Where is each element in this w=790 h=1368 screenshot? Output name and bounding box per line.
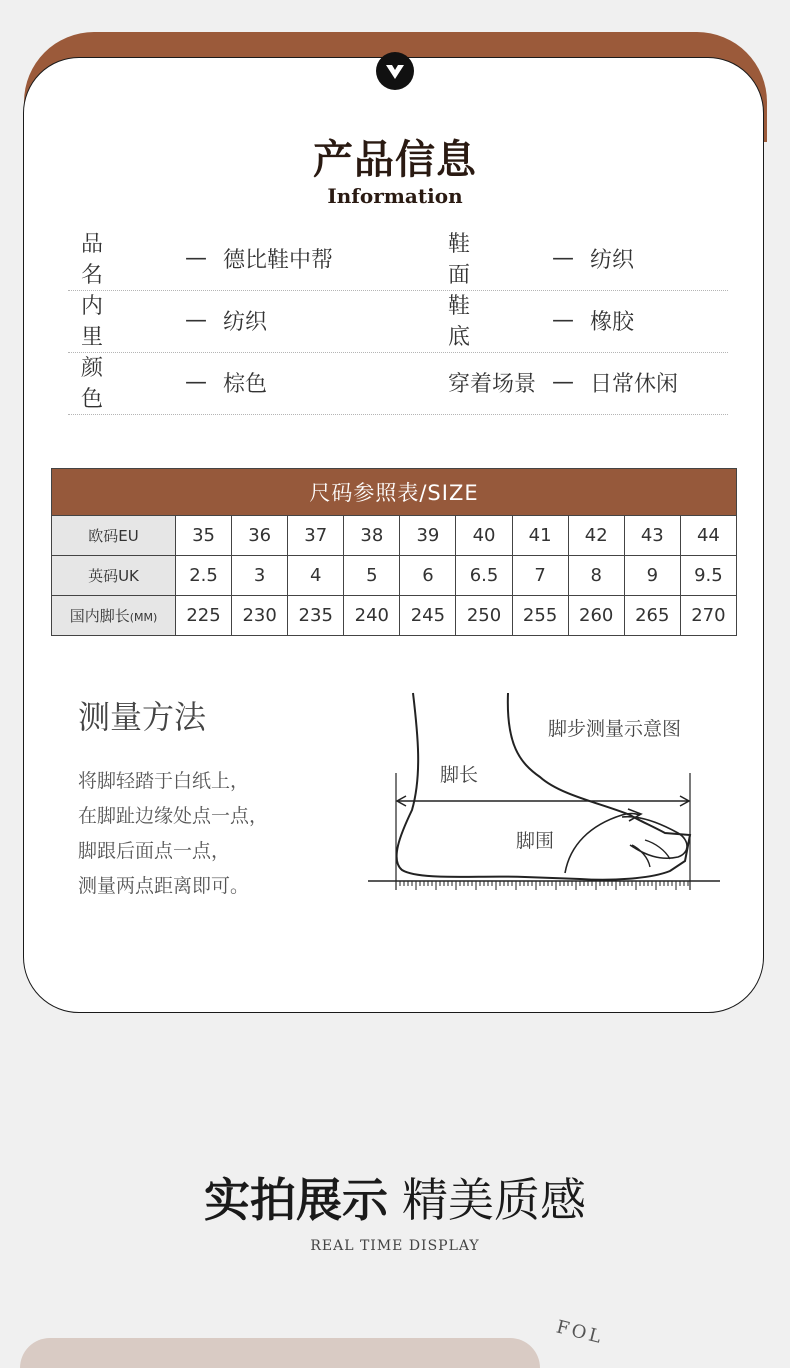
dash: — (552, 307, 574, 333)
size-cell: 42 (568, 516, 624, 556)
info-item-color (81, 352, 267, 412)
showcase-subtitle: REAL TIME DISPLAY (310, 1238, 480, 1254)
diagram-title: 脚步测量示意图 (548, 718, 682, 740)
info-item-sole (448, 290, 634, 350)
info-item-lining (81, 290, 267, 350)
dash: — (185, 245, 207, 271)
foot-toes (622, 817, 687, 859)
info-row (68, 290, 728, 353)
size-row-label-text: 欧码EU (88, 527, 139, 545)
size-row (52, 596, 737, 636)
info-item-name (81, 228, 333, 288)
info-value: 棕色 (223, 371, 268, 397)
size-cell: 9 (624, 556, 680, 596)
size-cell: 39 (400, 516, 456, 556)
size-cell: 2.5 (176, 556, 232, 596)
size-cell: 5 (344, 556, 400, 596)
info-value: 德比鞋中帮 (223, 247, 334, 273)
size-table (51, 468, 737, 636)
size-cell: 35 (176, 516, 232, 556)
size-cell: 6.5 (456, 556, 512, 596)
info-value: 纺织 (590, 247, 635, 273)
foot-girth-label: 脚围 (516, 830, 555, 852)
measure-title: 测量方法 (78, 698, 207, 736)
size-row (52, 556, 737, 596)
info-label: 品名 (81, 232, 136, 288)
size-cell: 270 (680, 596, 736, 636)
bottom-band (20, 1338, 540, 1368)
info-label: 颜色 (81, 356, 136, 412)
size-cell: 7 (512, 556, 568, 596)
measure-step-3: 脚跟后面点一点， (78, 840, 231, 862)
size-row-label-text: 国内脚长 (69, 607, 130, 625)
size-row-label (52, 596, 176, 636)
info-label: 鞋面 (448, 232, 503, 288)
girth-curve (565, 814, 640, 874)
size-cell: 250 (456, 596, 512, 636)
curved-text-fragment: FOL (554, 1316, 607, 1349)
ruler-ticks (396, 881, 688, 890)
size-cell: 43 (624, 516, 680, 556)
dash: — (552, 245, 574, 271)
measure-step-4: 测量两点距离即可。 (78, 875, 250, 897)
size-cell: 240 (344, 596, 400, 636)
foot-measure-diagram (360, 685, 730, 900)
info-row (68, 352, 728, 415)
showcase-title-regular: 精美质感 (402, 1173, 586, 1227)
size-cell: 9.5 (680, 556, 736, 596)
measure-step-1: 将脚轻踏于白纸上， (78, 770, 250, 792)
size-cell: 40 (456, 516, 512, 556)
foot-length-label: 脚长 (440, 764, 479, 786)
size-row-unit: (MM) (129, 611, 158, 624)
info-label: 穿着场景 (448, 371, 537, 397)
info-item-occasion (448, 352, 678, 412)
size-row-label (52, 556, 176, 596)
measure-step-2: 在脚趾边缘处点一点， (78, 805, 269, 827)
size-table-title: 尺码参照表/SIZE (52, 469, 737, 516)
size-cell: 41 (512, 516, 568, 556)
product-info-title: 产品信息 (313, 136, 477, 183)
size-cell: 230 (232, 596, 288, 636)
info-label: 内里 (81, 294, 136, 350)
dash: — (185, 369, 207, 395)
size-cell: 38 (344, 516, 400, 556)
size-cell: 235 (288, 596, 344, 636)
product-info-subtitle: Information (327, 184, 463, 208)
info-value: 日常休闲 (590, 371, 679, 397)
size-cell: 8 (568, 556, 624, 596)
size-cell: 6 (400, 556, 456, 596)
info-item-upper (448, 228, 634, 288)
size-row (52, 516, 737, 556)
size-row-label-text: 英码UK (88, 567, 139, 585)
showcase-title (0, 1164, 790, 1230)
showcase-title-bold: 实拍展示 (204, 1173, 388, 1227)
size-cell: 44 (680, 516, 736, 556)
info-label: 鞋底 (448, 294, 503, 350)
info-value: 橡胶 (590, 309, 635, 335)
size-cell: 4 (288, 556, 344, 596)
size-cell: 36 (232, 516, 288, 556)
size-cell: 260 (568, 596, 624, 636)
size-cell: 255 (512, 596, 568, 636)
size-cell: 37 (288, 516, 344, 556)
size-cell: 245 (400, 596, 456, 636)
info-row (68, 228, 728, 291)
info-value: 纺织 (223, 309, 268, 335)
v-chevron-badge-icon (376, 52, 414, 90)
size-cell: 3 (232, 556, 288, 596)
dash: — (552, 369, 574, 395)
size-row-label (52, 516, 176, 556)
size-cell: 265 (624, 596, 680, 636)
size-cell: 225 (176, 596, 232, 636)
dash: — (185, 307, 207, 333)
